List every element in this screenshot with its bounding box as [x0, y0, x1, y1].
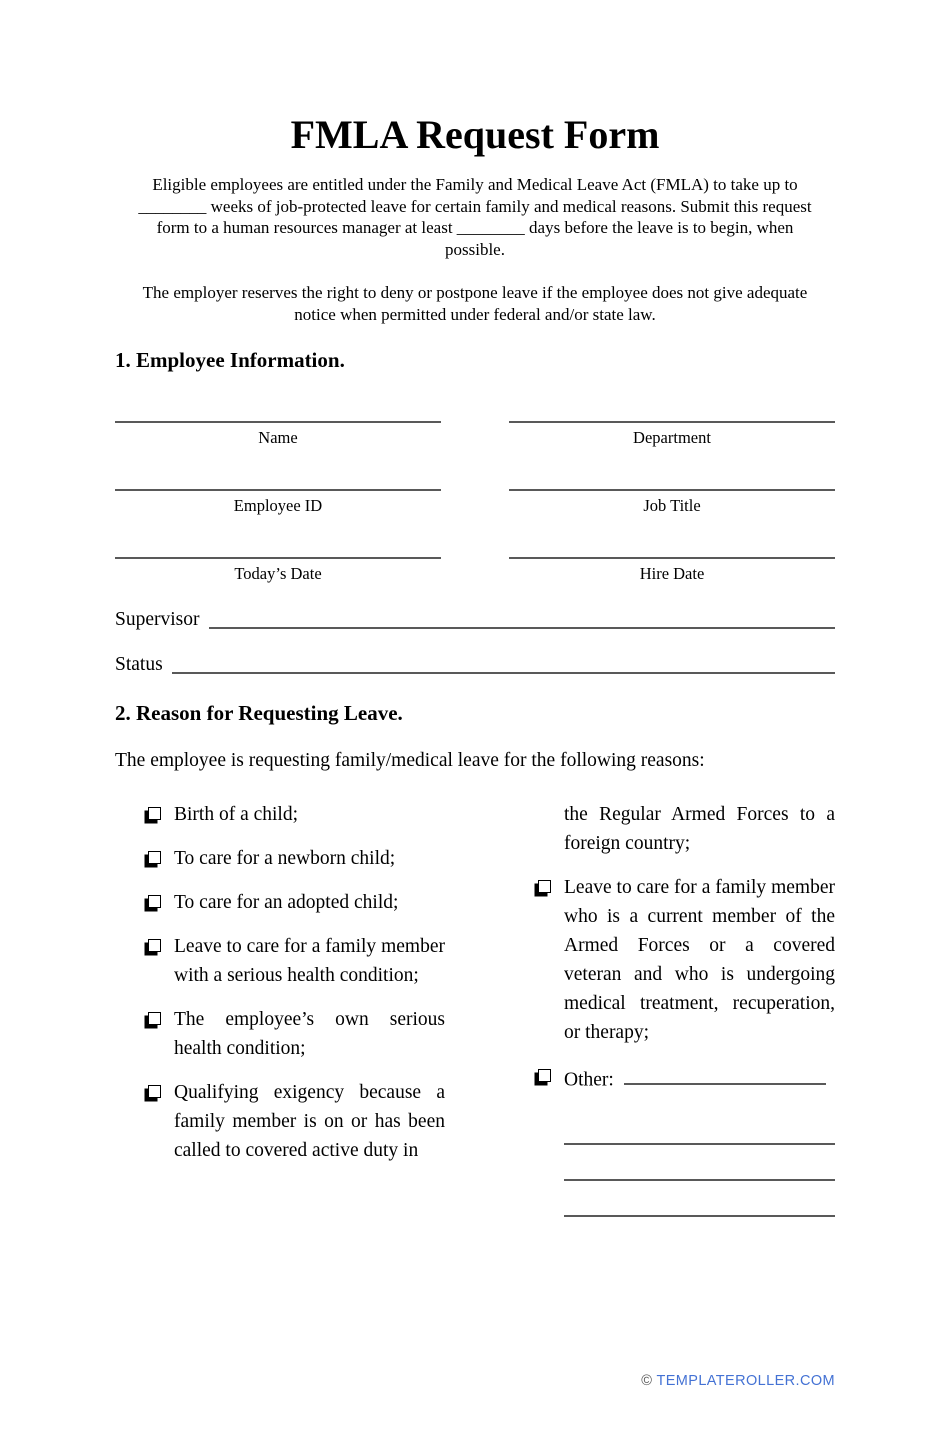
department-field[interactable] [509, 421, 835, 448]
checkbox-icon[interactable] [148, 851, 161, 864]
reason-columns [145, 800, 835, 1217]
reason-item-qualifying-exigency [145, 1078, 445, 1165]
section2-heading: 2. Reason for Requesting Leave. [115, 701, 403, 725]
section1-heading: 1. Employee Information. [115, 348, 345, 372]
notice-paragraph [115, 282, 835, 325]
reason-item-birth [145, 800, 445, 829]
job-title-field[interactable] [509, 489, 835, 516]
supervisor-blank-line[interactable] [209, 627, 836, 629]
notice-line: notice when permitted under federal and/or state law. [294, 304, 656, 324]
reason-item-label: Leave to care for a family member who is a current member of the Armed Forces or a covered veteran and who is undergoing medical treatment, recuperation, or therapy; [564, 877, 835, 1043]
todays-date-field-label: Today’s Date [234, 564, 322, 583]
name-field-label: Name [258, 428, 298, 447]
job-title-field-label: Job Title [643, 496, 701, 515]
status-blank-line[interactable] [172, 672, 835, 674]
intro-line: form to a human resources manager at least ________ days before the leave is to begin, when [156, 218, 794, 237]
reason-item-other [535, 1062, 835, 1094]
intro-paragraph [115, 174, 835, 260]
templateroller-link[interactable]: TEMPLATEROLLER.COM [656, 1373, 835, 1389]
hire-date-field[interactable] [509, 557, 835, 584]
name-field[interactable] [115, 421, 441, 448]
footer [641, 1373, 835, 1389]
fmla-form-page [0, 110, 950, 1453]
hire-date-field-label: Hire Date [639, 564, 705, 583]
blank-line[interactable] [564, 1145, 835, 1181]
todays-date-field[interactable] [115, 557, 441, 584]
reason-column-left [145, 800, 445, 1217]
blank-line[interactable] [564, 1109, 835, 1145]
department-field-label: Department [633, 428, 711, 447]
blank-line[interactable] [564, 1181, 835, 1217]
employee-id-field-label: Employee ID [233, 496, 323, 515]
reason-item-adopted [145, 888, 445, 917]
reason-item-family-health [145, 932, 445, 990]
reason-column-right [535, 800, 835, 1217]
page-title: FMLA Request Form [290, 112, 660, 157]
checkbox-icon[interactable] [148, 807, 161, 820]
reason-item-label: the Regular Armed Forces to a foreign country; [564, 804, 835, 854]
status-label: Status [115, 654, 163, 675]
reason-item-own-health [145, 1005, 445, 1063]
checkbox-icon[interactable] [148, 1085, 161, 1098]
reason-item-qualifying-exigency-continued [535, 800, 835, 858]
checkbox-icon[interactable] [538, 880, 551, 893]
reason-item-label: Leave to care for a family member with a serious health condition; [174, 936, 445, 986]
other-label: Other: [564, 1069, 614, 1091]
supervisor-field [115, 606, 835, 633]
reason-item-label: Birth of a child; [174, 804, 299, 825]
employee-info-grid [115, 421, 835, 584]
checkbox-icon[interactable] [148, 1012, 161, 1025]
reason-item-newborn [145, 844, 445, 873]
supervisor-label: Supervisor [115, 609, 200, 630]
employee-id-field[interactable] [115, 489, 441, 516]
reason-item-armed-forces-member [535, 873, 835, 1047]
reason-item-label: To care for a newborn child; [174, 848, 396, 869]
notice-line: The employer reserves the right to deny or postpone leave if the employee does not give adequate [142, 283, 808, 302]
copyright-symbol: © [641, 1373, 653, 1389]
status-field [115, 651, 835, 678]
checkbox-icon[interactable] [538, 1069, 551, 1082]
intro-line: possible. [445, 239, 505, 259]
section2-lead: The employee is requesting family/medical leave for the following reasons: [115, 750, 705, 771]
reason-item-label: The employee’s own serious health condition; [174, 1009, 445, 1059]
other-blank-line[interactable] [624, 1062, 826, 1085]
checkbox-icon[interactable] [148, 939, 161, 952]
reason-item-label: To care for an adopted child; [174, 892, 399, 913]
reason-item-other-text [564, 1062, 835, 1094]
checkbox-icon[interactable] [148, 895, 161, 908]
intro-line: Eligible employees are entitled under the Family and Medical Leave Act (FMLA) to take up to [152, 175, 798, 194]
reason-item-label: Qualifying exigency because a family member is on or has been called to covered active duty in [174, 1082, 445, 1161]
other-extra-lines [535, 1109, 835, 1217]
intro-line: ________ weeks of job-protected leave for certain family and medical reasons. Submit this request [138, 196, 812, 216]
